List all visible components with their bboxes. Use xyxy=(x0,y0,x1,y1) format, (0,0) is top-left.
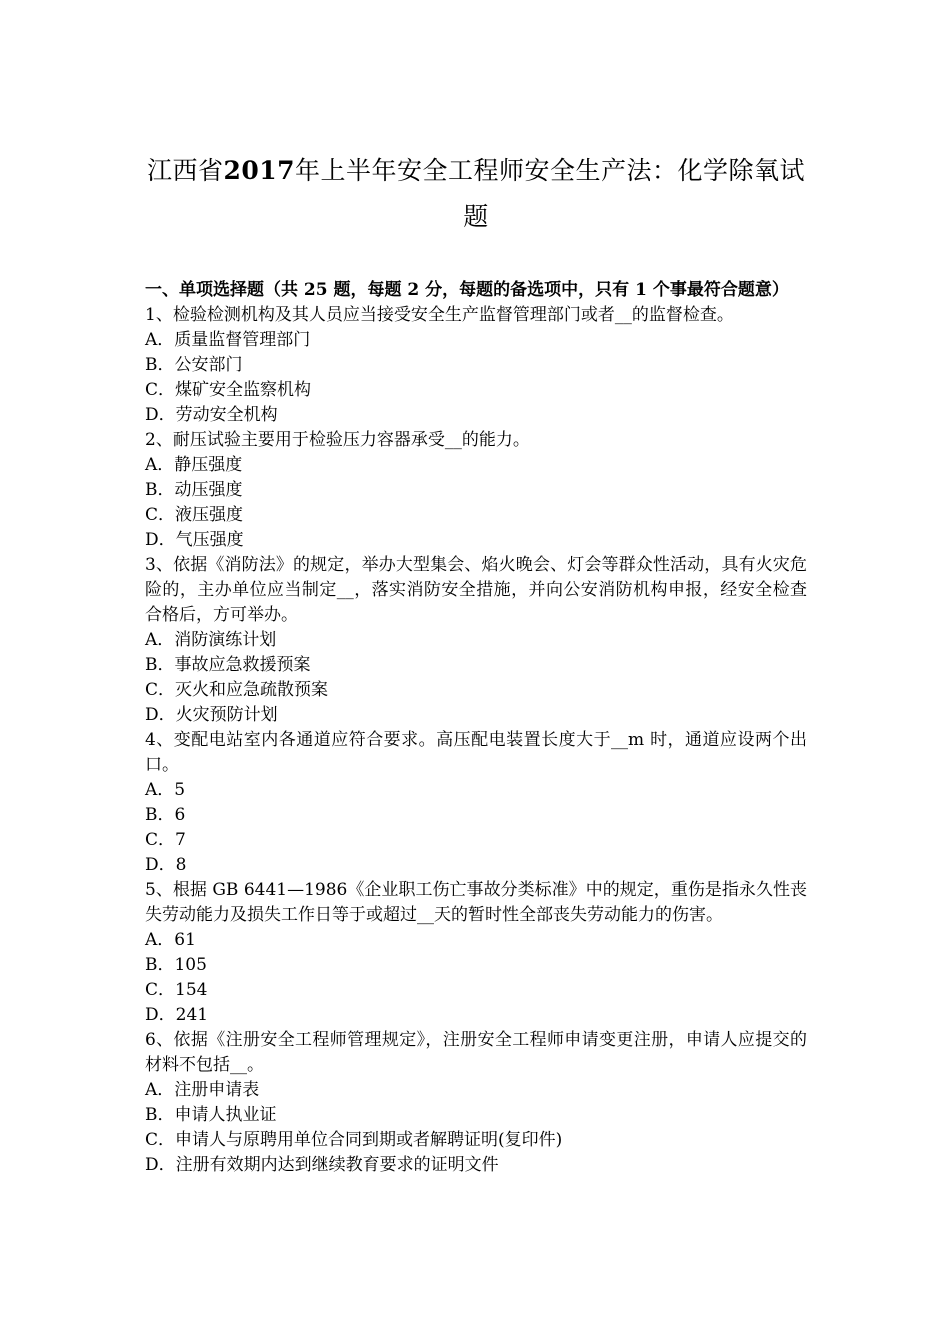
question-stem: 2、耐压试验主要用于检验压力容器承受__的能力。 xyxy=(145,430,530,450)
answer-option: C．液压强度 xyxy=(145,505,244,525)
question-item xyxy=(145,728,807,878)
answer-option: D．注册有效期内达到继续教育要求的证明文件 xyxy=(145,1155,499,1175)
answer-option: A．5 xyxy=(145,780,186,800)
section-heading: 一、单项选择题（共 25 题，每题 2 分，每题的备选项中，只有 1 个事最符合题意） xyxy=(145,280,789,300)
question-item xyxy=(145,303,807,428)
question-stem: 6、依据《注册安全工程师管理规定》，注册安全工程师申请变更注册，申请人应提交的材料不包括__。 xyxy=(145,1030,807,1075)
answer-option: B．动压强度 xyxy=(145,480,243,500)
answer-option: C．灭火和应急疏散预案 xyxy=(145,680,329,700)
answer-option: B．公安部门 xyxy=(145,355,243,375)
answer-option: A．注册申请表 xyxy=(145,1080,260,1100)
document-page xyxy=(145,0,807,1178)
question-item xyxy=(145,428,807,553)
answer-option: C．申请人与原聘用单位合同到期或者解聘证明(复印件) xyxy=(145,1130,563,1150)
question-item xyxy=(145,878,807,1028)
title-suffix: 年上半年安全工程师安全生产法：化学除氧试题 xyxy=(295,156,806,231)
question-list xyxy=(145,303,807,1178)
question-item xyxy=(145,1028,807,1178)
title-year: 2017 xyxy=(223,156,296,185)
answer-option: D．8 xyxy=(145,855,187,875)
question-stem: 5、根据 GB 6441—1986《企业职工伤亡事故分类标准》中的规定，重伤是指永久性丧失劳动能力及损失工作日等于或超过__天的暂时性全部丧失劳动能力的伤害。 xyxy=(145,880,807,925)
question-stem: 4、变配电站室内各通道应符合要求。高压配电装置长度大于__m 时，通道应设两个出口。 xyxy=(145,730,807,775)
answer-option: A．静压强度 xyxy=(145,455,243,475)
title-prefix: 江西省 xyxy=(146,156,224,185)
answer-option: D．火灾预防计划 xyxy=(145,705,278,725)
answer-option: A．质量监督管理部门 xyxy=(145,330,311,350)
answer-option: C．煤矿安全监察机构 xyxy=(145,380,312,400)
answer-option: A．61 xyxy=(145,930,196,950)
question-stem: 1、检验检测机构及其人员应当接受安全生产监督管理部门或者__的监督检查。 xyxy=(145,305,734,325)
answer-option: C．7 xyxy=(145,830,186,850)
answer-option: A．消防演练计划 xyxy=(145,630,277,650)
answer-option: B．申请人执业证 xyxy=(145,1105,277,1125)
answer-option: D．劳动安全机构 xyxy=(145,405,278,425)
answer-option: B．105 xyxy=(145,955,207,975)
document-title xyxy=(145,148,807,240)
answer-option: B．事故应急救援预案 xyxy=(145,655,311,675)
answer-option: B．6 xyxy=(145,805,186,825)
answer-option: D．241 xyxy=(145,1005,209,1025)
answer-option: D．气压强度 xyxy=(145,530,244,550)
question-item xyxy=(145,553,807,728)
answer-option: C．154 xyxy=(145,980,208,1000)
question-stem: 3、依据《消防法》的规定，举办大型集会、焰火晚会、灯会等群众性活动，具有火灾危险的，主办单位应当制定__，落实消防安全措施，并向公安消防机构申报，经安全检查合格后，方可举办。 xyxy=(145,555,807,625)
